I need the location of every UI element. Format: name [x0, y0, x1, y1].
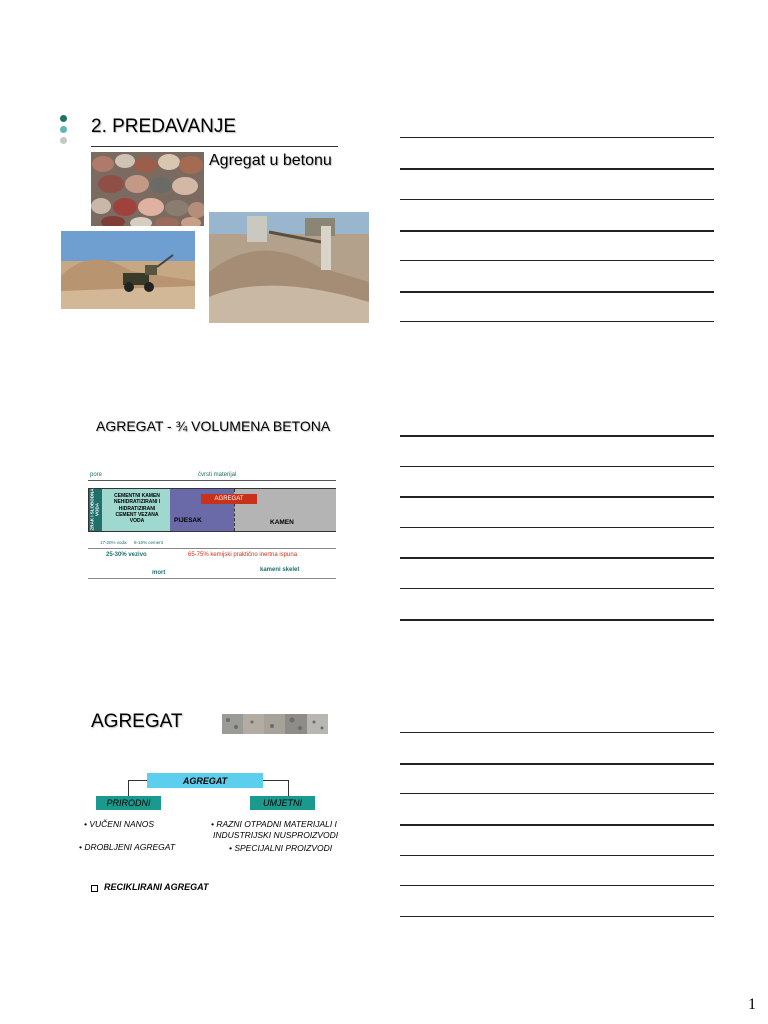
pebbles-photo [91, 152, 204, 226]
top-dim-line [88, 480, 336, 481]
note-line [400, 230, 714, 232]
aggregate-samples-strip [222, 714, 328, 734]
mortar-label: mort [152, 570, 166, 576]
stone-label: KAMEN [270, 519, 294, 526]
lower-dim-line [88, 548, 336, 549]
bullet-dot-1 [60, 115, 67, 122]
artificial-item-1: • RAZNI OTPADNI MATERIJALI I [211, 819, 337, 829]
slide2-title: AGREGAT - ¾ VOLUMENA BETONA [96, 418, 331, 434]
natural-item-2: • DROBLJENI AGREGAT [79, 842, 176, 852]
pore-label: pore [90, 472, 103, 478]
air-water-label: ZRAK I SLOBODNA VODA [89, 488, 99, 531]
note-line [400, 763, 714, 765]
note-line [400, 793, 714, 794]
slide1-title: 2. PREDAVANJE [91, 116, 237, 137]
binder-label: 25-30% vezivo [106, 552, 147, 558]
note-line [400, 588, 714, 589]
note-line [400, 321, 714, 322]
note-line [400, 732, 714, 733]
recycled-bullet-icon [91, 885, 98, 892]
stone-skeleton-label: kameni skelet [260, 567, 300, 573]
aggregate-badge: AGREGAT [201, 494, 257, 504]
sand-label: PIJESAK [174, 517, 202, 524]
note-line [400, 855, 714, 856]
gravel-plant-photo [209, 212, 369, 323]
note-line [400, 557, 714, 559]
cement-percent-label: 8-16% cement [134, 540, 164, 545]
note-line [400, 619, 714, 621]
natural-item-1: • VUČENI NANOS [84, 819, 155, 829]
note-line [400, 824, 714, 826]
tree-node-umjetni: UMJETNI [250, 796, 315, 810]
note-line [400, 916, 714, 917]
artificial-item-2: • SPECIJALNI PROIZVODI [229, 843, 333, 853]
note-line [400, 466, 714, 467]
note-line [400, 291, 714, 293]
water-percent-label: 17-20% voda [100, 540, 127, 545]
main-bar [88, 488, 336, 532]
concrete-volume-diagram [88, 470, 338, 582]
sand-pile-loader-photo [61, 231, 195, 309]
slide3-title: AGREGAT [91, 711, 183, 732]
slide1-subtitle: Agregat u betonu [209, 152, 332, 169]
cement-stone-label: CEMENTNI KAMEN NEHIDRATIZIRANI I HIDRATIZIRANI CEMENT VEZANA VODA [113, 493, 161, 524]
slide1-title-rule [91, 146, 338, 147]
note-line [400, 199, 714, 200]
bottom-dim-line [88, 578, 336, 579]
artificial-item-1-cont: INDUSTRIJSKI NUSPROIZVODI [213, 830, 339, 840]
tree-root-agregat: AGREGAT [147, 773, 263, 788]
recycled-aggregate-item: RECIKLIRANI AGREGAT [104, 882, 209, 892]
tree-connector-left [128, 780, 129, 797]
note-line [400, 435, 714, 437]
solid-material-label: čvrsti materijal [198, 472, 237, 478]
note-line [400, 527, 714, 528]
bullet-dot-2 [60, 126, 67, 133]
inert-filler-label: 65-75% kemijski praktično inertna ispuna [188, 552, 298, 558]
tree-connector-right [288, 780, 289, 797]
note-line [400, 885, 714, 886]
tree-node-prirodni: PRIRODNI [96, 796, 161, 810]
note-line [400, 168, 714, 170]
page-number: 1 [748, 996, 756, 1013]
note-line [400, 137, 714, 138]
note-line [400, 260, 714, 261]
note-line [400, 496, 714, 498]
bullet-dot-3 [60, 137, 67, 144]
